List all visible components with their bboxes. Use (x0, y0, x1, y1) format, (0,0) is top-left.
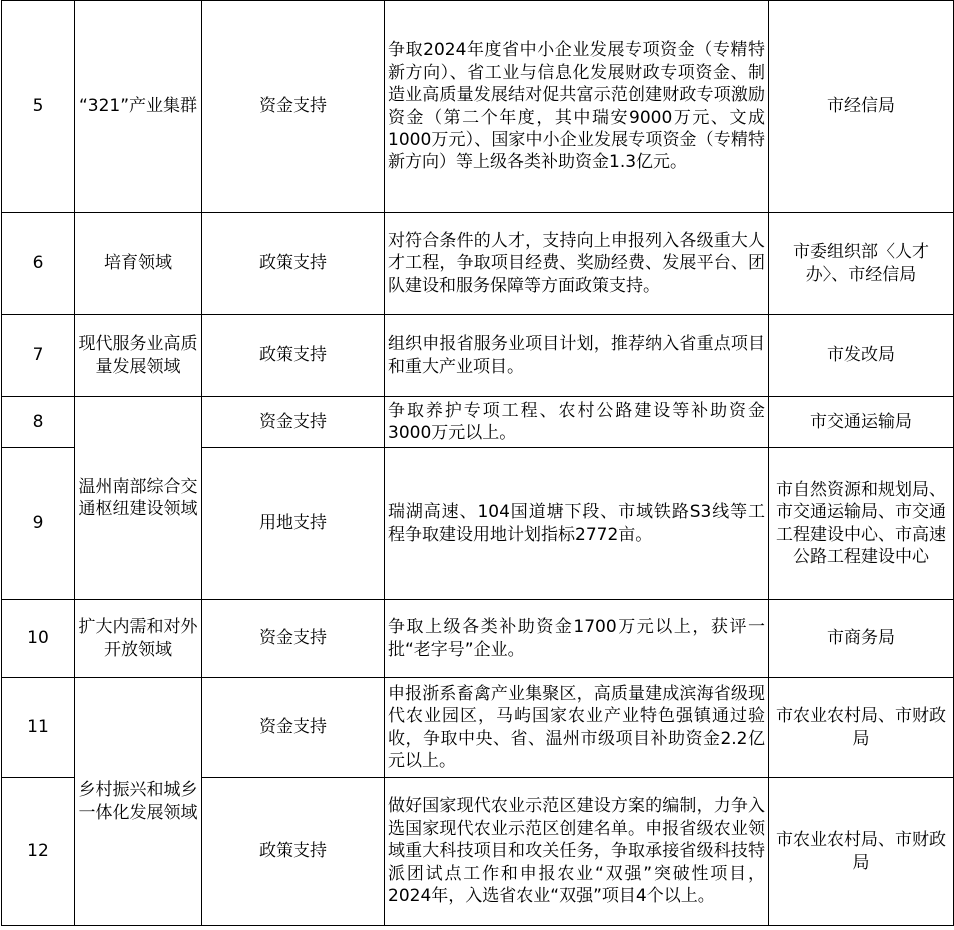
field-cell: 扩大内需和对外开放领域 (75, 600, 202, 678)
support-type-cell: 资金支持 (202, 1, 385, 213)
content-cell: 做好国家现代农业示范区建设方案的编制，力争入选国家现代农业示范区创建名单。申报省级农业领域重大科技项目和攻关任务，争取承接省级科技特派团试点工作和申报农业“双强”突破性项目，2024年，入选省农业“双强”项目4个以上。 (385, 778, 769, 926)
table-row (2, 213, 954, 315)
support-type-cell: 资金支持 (202, 397, 385, 448)
support-type-cell: 用地支持 (202, 448, 385, 600)
content-cell: 组织申报省服务业项目计划，推荐纳入省重点项目和重大产业项目。 (385, 315, 769, 397)
department-cell: 市农业农村局、市财政局 (769, 678, 954, 778)
table-row (2, 678, 954, 778)
content-cell: 争取上级各类补助资金1700万元以上，获评一批“老字号”企业。 (385, 600, 769, 678)
content-cell: 争取养护专项工程、农村公路建设等补助资金3000万元以上。 (385, 397, 769, 448)
table-row (2, 315, 954, 397)
row-number: 7 (2, 315, 75, 397)
field-cell: 乡村振兴和城乡一体化发展领域 (75, 678, 202, 926)
support-type-cell: 政策支持 (202, 778, 385, 926)
table-row (2, 397, 954, 448)
table-row (2, 1, 954, 213)
department-cell: 市商务局 (769, 600, 954, 678)
table-row (2, 600, 954, 678)
policy-support-table (1, 0, 954, 926)
department-cell: 市委组织部〈人才办〉、市经信局 (769, 213, 954, 315)
content-cell: 对符合条件的人才，支持向上申报列入各级重大人才工程，争取项目经费、奖励经费、发展平台、团队建设和服务保障等方面政策支持。 (385, 213, 769, 315)
row-number: 11 (2, 678, 75, 778)
support-type-cell: 资金支持 (202, 600, 385, 678)
field-cell: 现代服务业高质量发展领域 (75, 315, 202, 397)
field-cell: 温州南部综合交通枢纽建设领域 (75, 397, 202, 600)
row-number: 9 (2, 448, 75, 600)
row-number: 12 (2, 778, 75, 926)
department-cell: 市交通运输局 (769, 397, 954, 448)
field-cell: 培育领域 (75, 213, 202, 315)
row-number: 6 (2, 213, 75, 315)
field-cell: “321”产业集群 (75, 1, 202, 213)
support-type-cell: 政策支持 (202, 213, 385, 315)
row-number: 8 (2, 397, 75, 448)
department-cell: 市自然资源和规划局、市交通运输局、市交通工程建设中心、市高速公路工程建设中心 (769, 448, 954, 600)
support-type-cell: 政策支持 (202, 315, 385, 397)
row-number: 10 (2, 600, 75, 678)
support-type-cell: 资金支持 (202, 678, 385, 778)
department-cell: 市农业农村局、市财政局 (769, 778, 954, 926)
row-number: 5 (2, 1, 75, 213)
content-cell: 瑞湖高速、104国道塘下段、市域铁路S3线等工程争取建设用地计划指标2772亩。 (385, 448, 769, 600)
content-cell: 申报浙系畜禽产业集聚区，高质量建成滨海省级现代农业园区，马屿国家农业产业特色强镇通过验收，争取中央、省、温州市级项目补助资金2.2亿元以上。 (385, 678, 769, 778)
content-cell: 争取2024年度省中小企业发展专项资金（专精特新方向）、省工业与信息化发展财政专项资金、制造业高质量发展结对促共富示范创建财政专项激励资金（第二个年度，其中瑞安9000万元、文成1000万元）、国家中小企业发展专项资金（专精特新方向）等上级各类补助资金1.3亿元。 (385, 1, 769, 213)
department-cell: 市发改局 (769, 315, 954, 397)
department-cell: 市经信局 (769, 1, 954, 213)
